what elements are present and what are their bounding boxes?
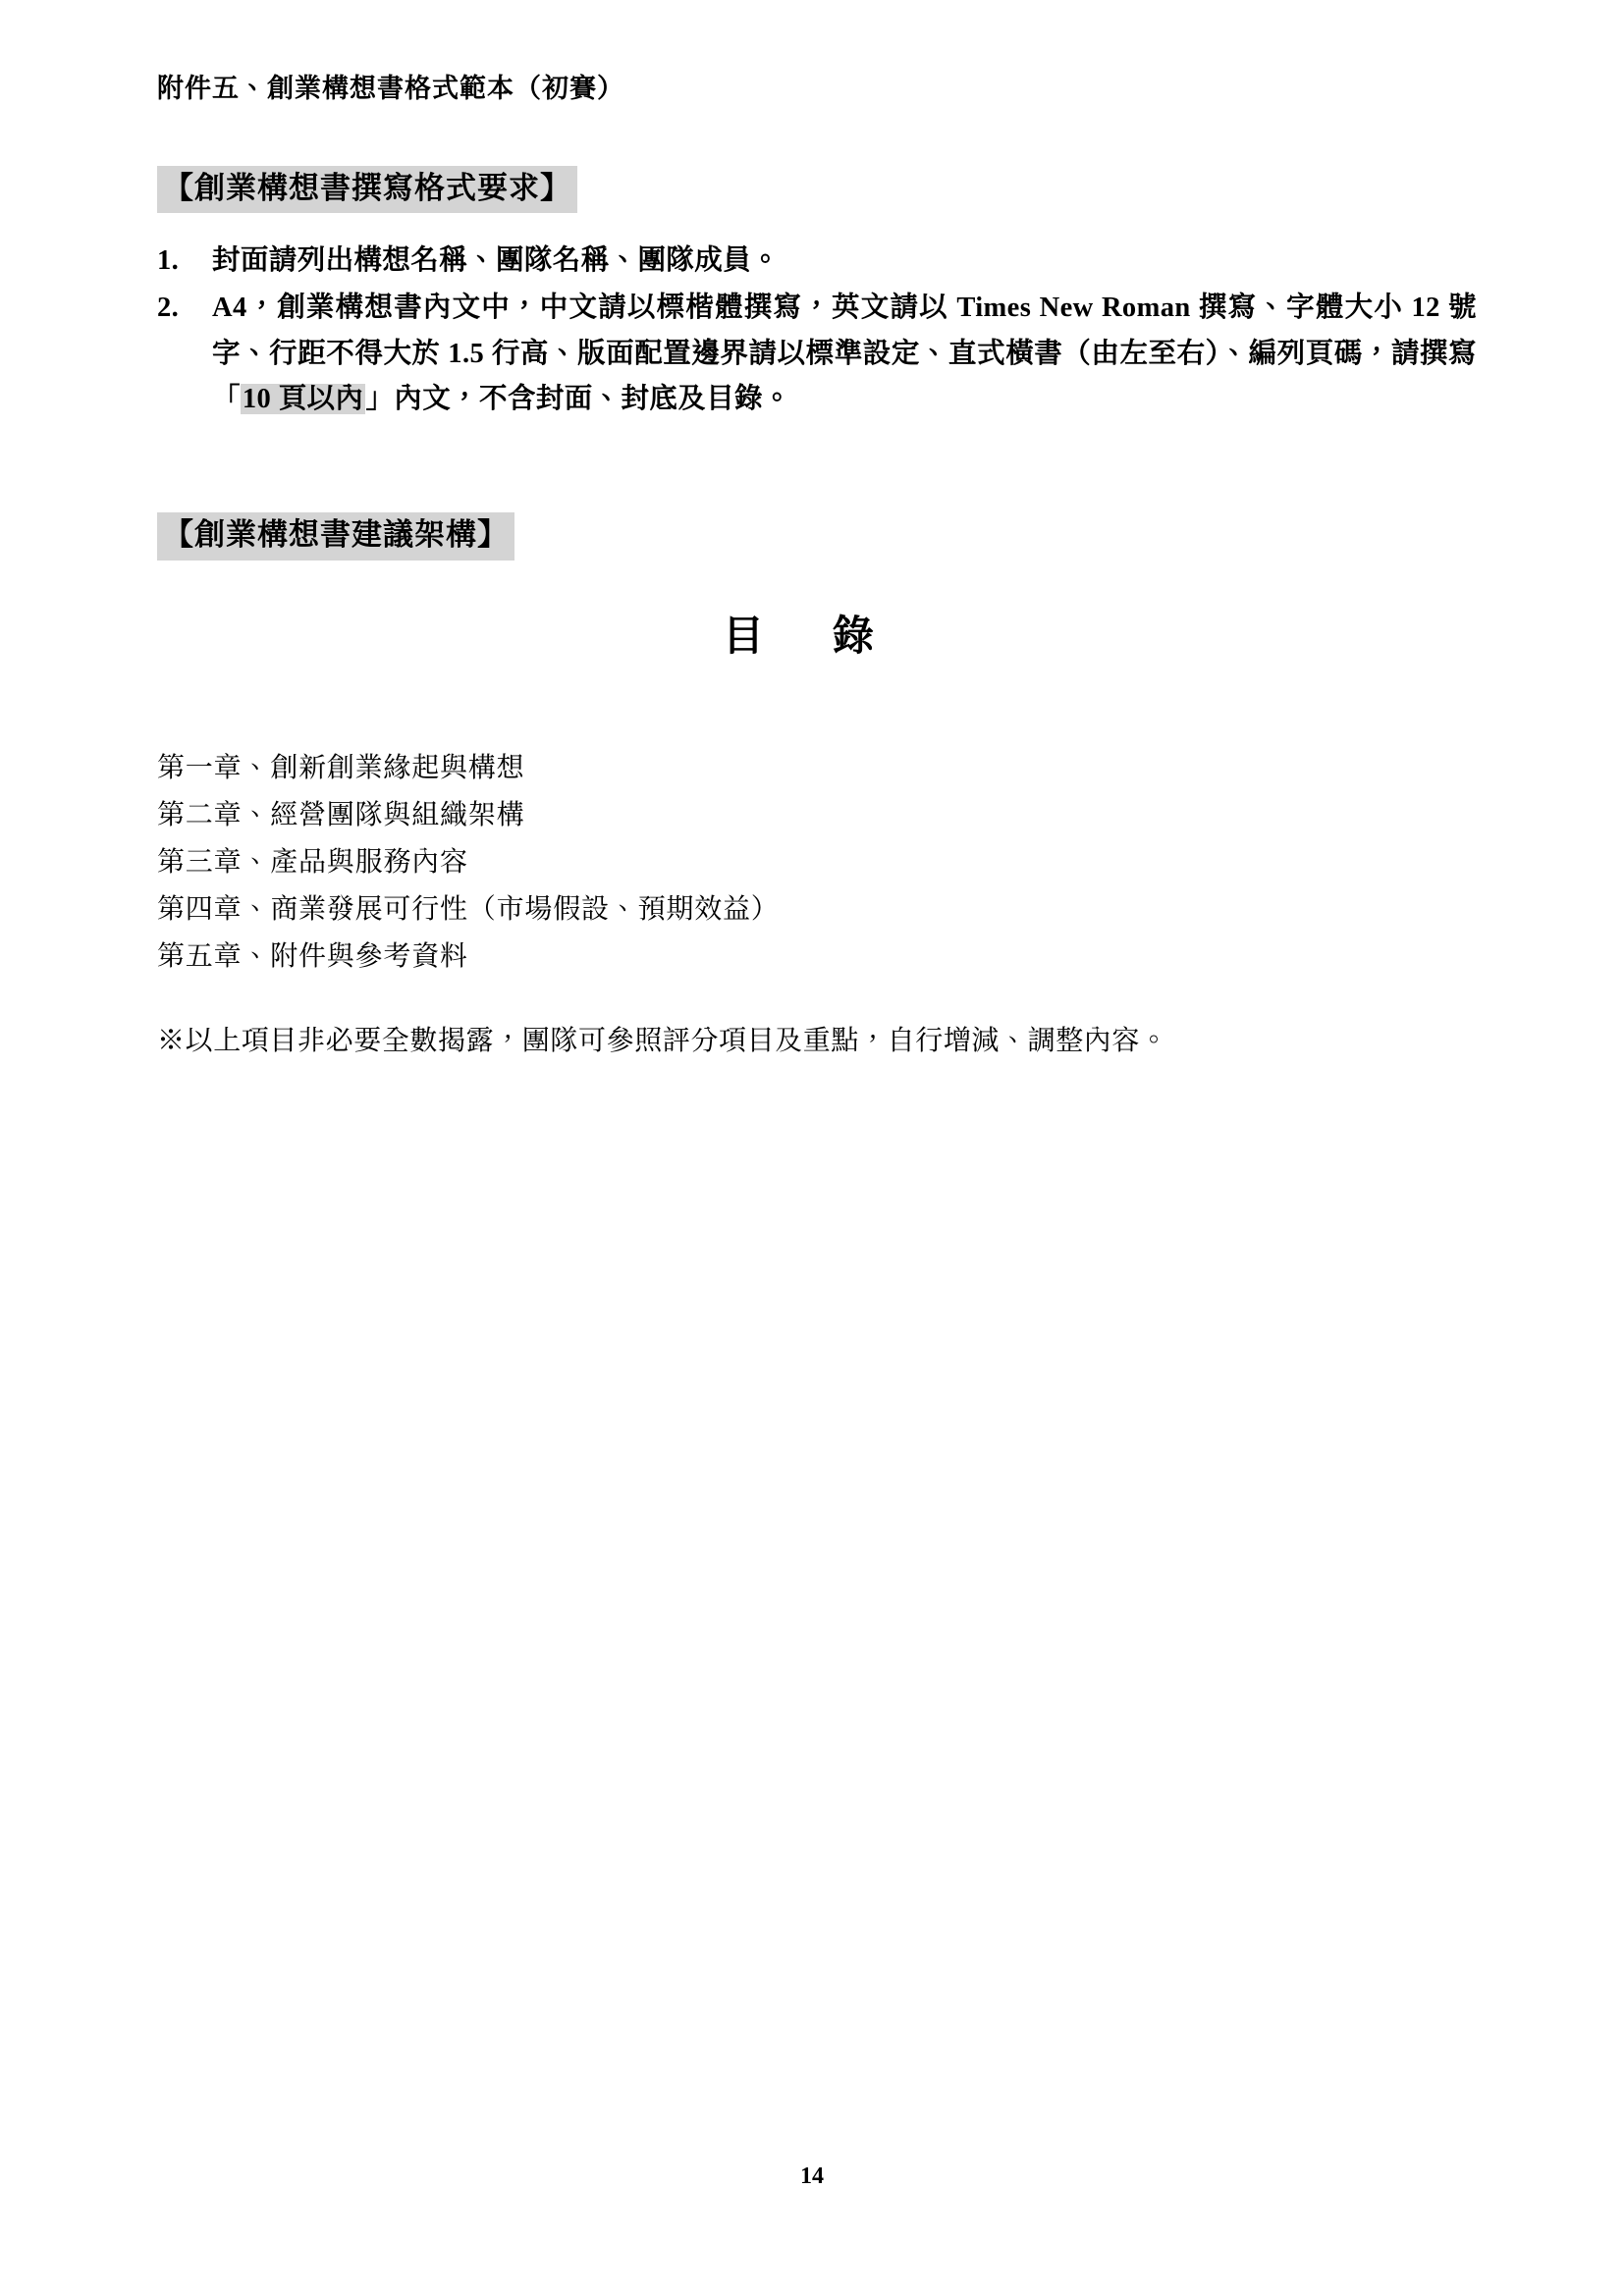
document-header: 附件五、創業構想書格式範本（初賽） — [157, 74, 624, 103]
list-item: 第一章、創新創業緣起與構想 — [157, 752, 525, 783]
structure-heading-row — [157, 512, 1477, 561]
requirement-number-2: 2. — [157, 293, 180, 324]
requirement-item-1 — [147, 239, 1477, 284]
chapter-list — [147, 745, 1477, 982]
page-number: 14 — [800, 2163, 824, 2189]
page-limit-highlight: 10 頁以內 — [242, 383, 364, 414]
requirement-text-2 — [212, 286, 1477, 421]
suggested-structure-heading: 【創業構想書建議架構】 — [157, 512, 514, 561]
list-item: 第三章、產品與服務內容 — [157, 846, 468, 878]
list-item: 第四章、商業發展可行性（市場假設、預期效益） — [157, 894, 780, 926]
table-of-contents-note: ※以上項目非必要全數揭露，團隊可參照評分項目及重點，自行增減、調整內容。 — [157, 1026, 1168, 1057]
requirement-number-1: 1. — [157, 245, 180, 277]
format-heading-row — [157, 166, 1477, 214]
list-item: 第五章、附件與參考資料 — [157, 941, 468, 973]
list-item: 第二章、經營團隊與組織架構 — [157, 799, 525, 830]
requirement-text-2-part1: A4，創業構想書內文中，中文請以標楷體撰寫，英文請以 Times New Roman 撰寫、字體大小 12 號字、行距不得大於 1.5 行高、版面配置邊界請以標準設定、直式橫書（由左至右）、編列頁碼，請撰寫「 — [212, 293, 1477, 414]
requirement-item-2 — [147, 286, 1477, 421]
requirement-text-1: 封面請列出構想名稱、團隊名稱、團隊成員。 — [212, 245, 781, 277]
requirement-text-2-part2: 」內文，不含封面、封底及目錄。 — [365, 383, 791, 414]
requirements-list — [147, 239, 1477, 422]
format-requirements-heading: 【創業構想書撰寫格式要求】 — [157, 166, 577, 214]
table-of-contents-title: 目 錄 — [722, 614, 888, 660]
